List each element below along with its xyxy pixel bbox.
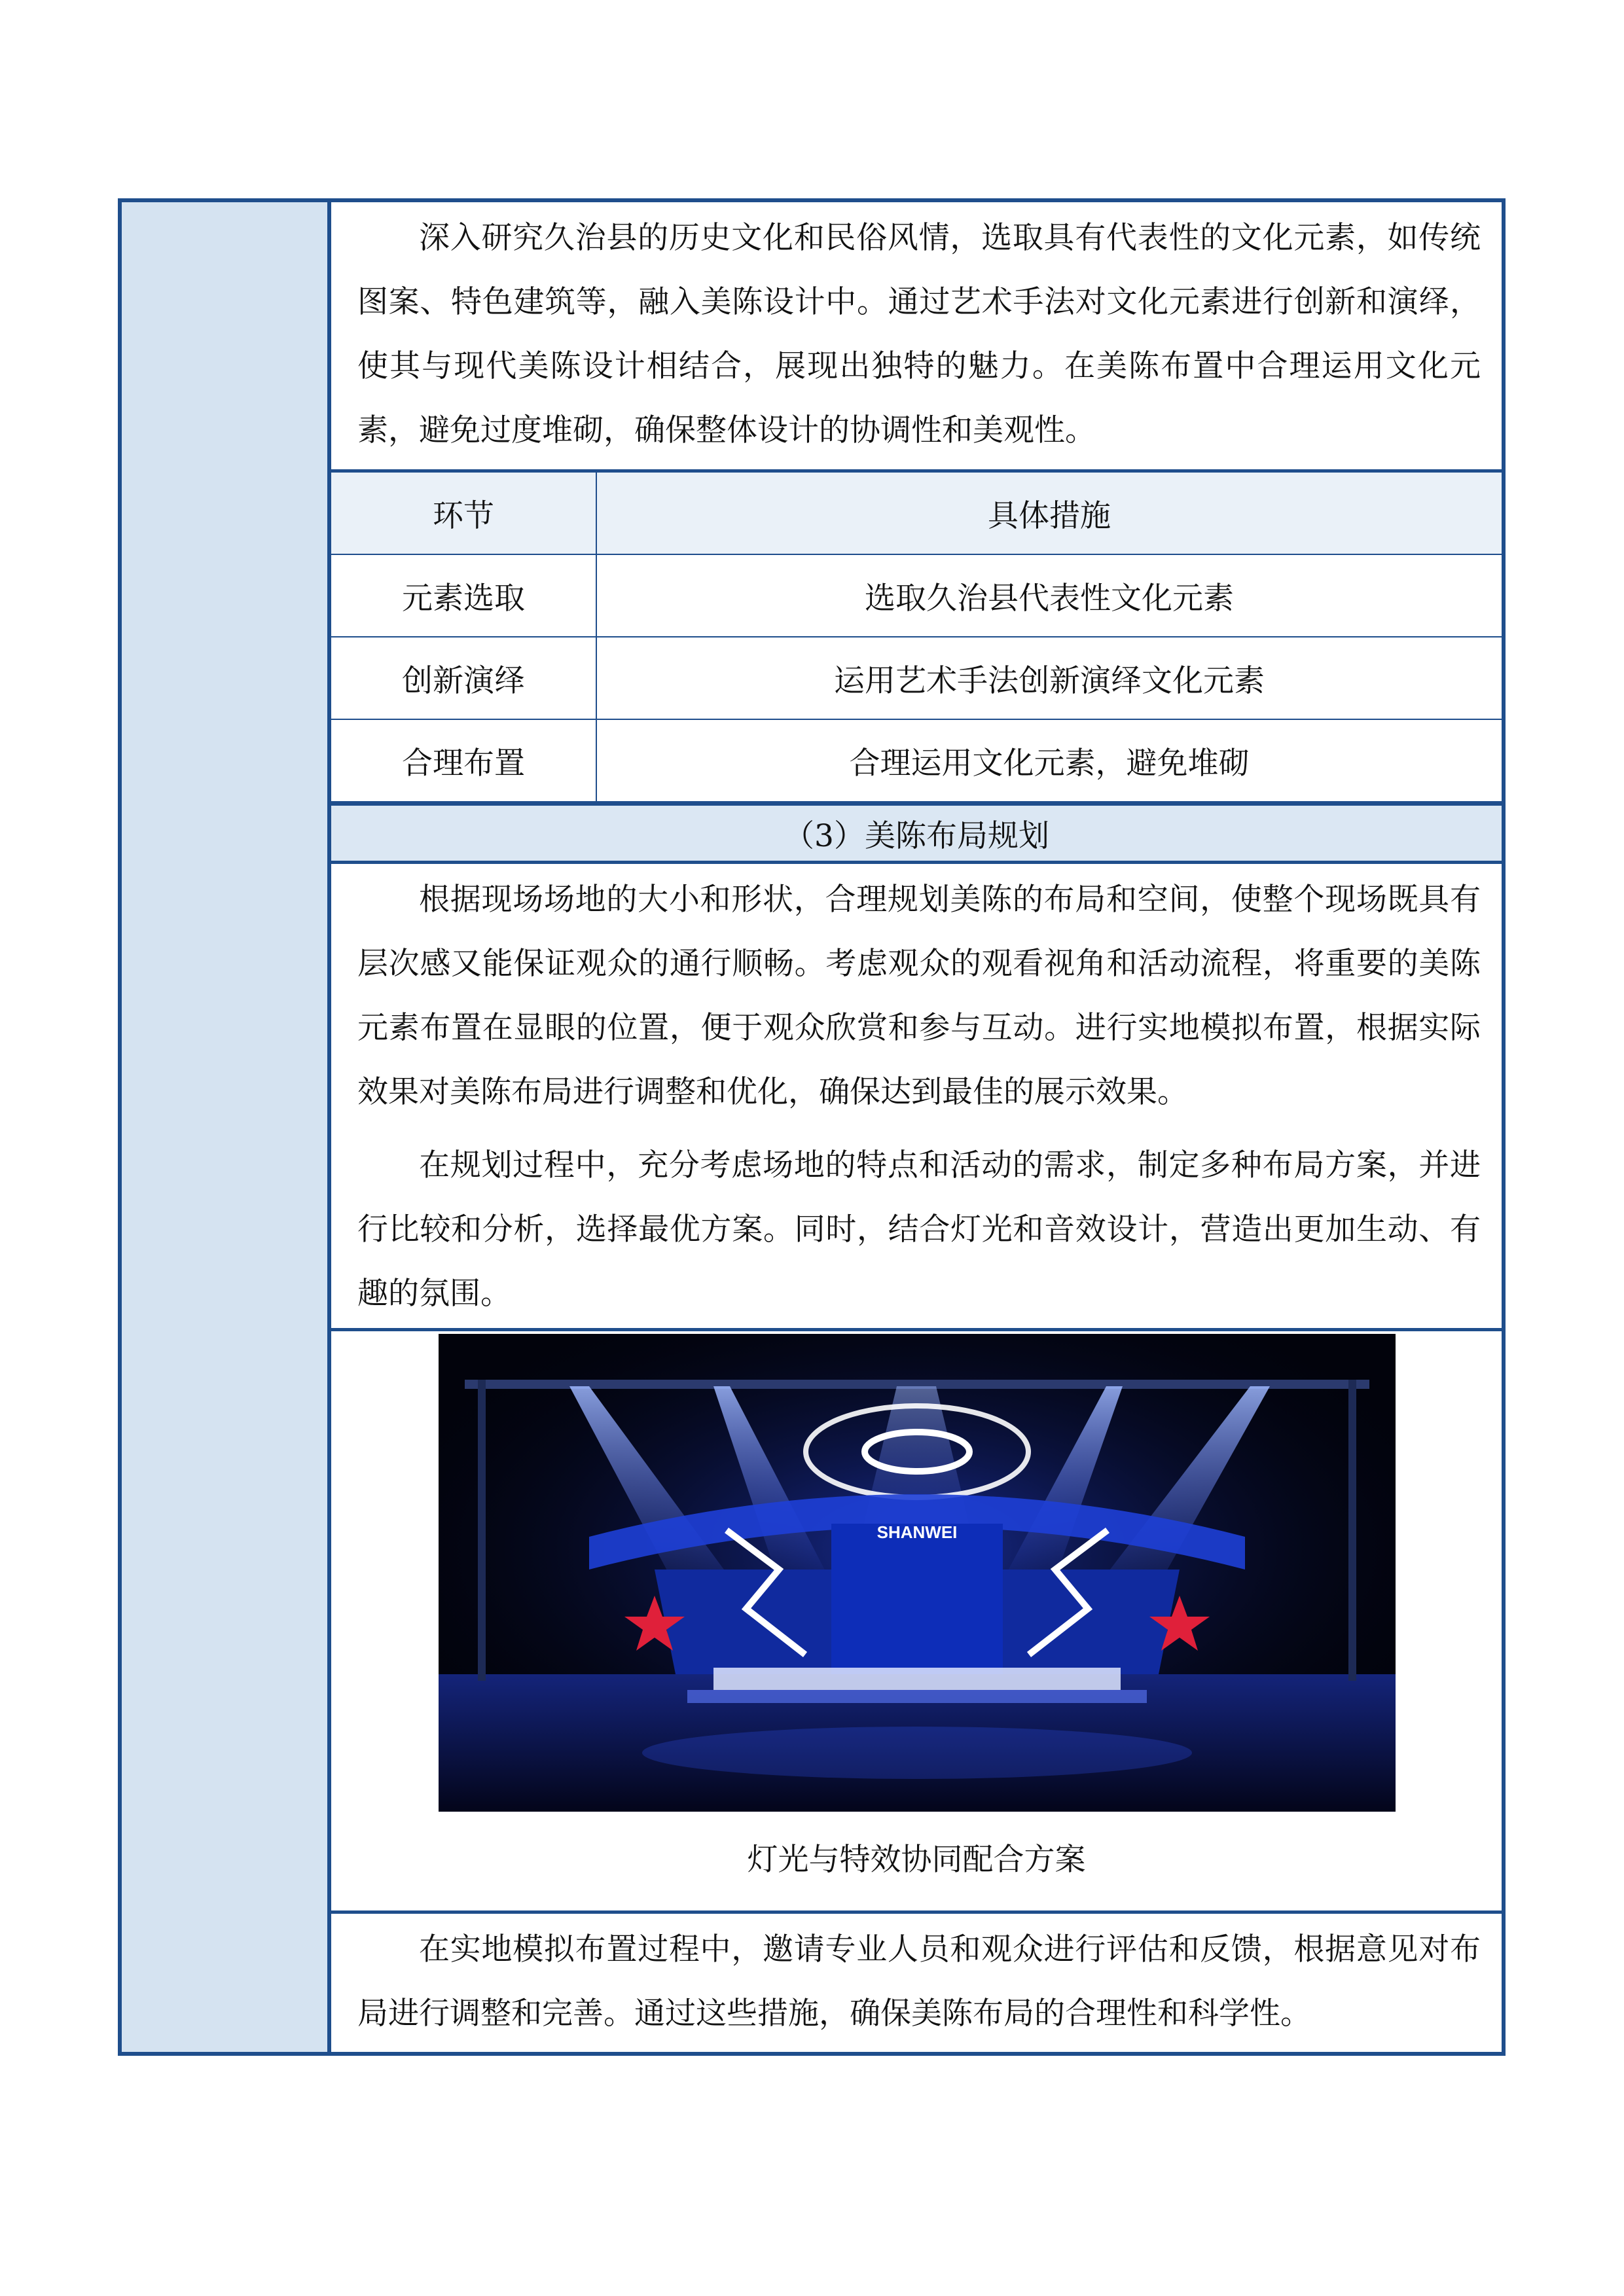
table-header-row xyxy=(331,473,1502,554)
table-cell-measure: 选取久治县代表性文化元素 xyxy=(596,554,1502,637)
table-row xyxy=(331,637,1502,719)
table-header-stage: 环节 xyxy=(331,473,596,554)
table-cell-stage: 元素选取 xyxy=(331,554,596,637)
stage-logo-text: SHANWEI xyxy=(876,1522,958,1542)
stage-render-image xyxy=(439,1334,1396,1812)
intro-paragraph: 深入研究久治县的历史文化和民俗风情，选取具有代表性的文化元素，如传统图案、特色建筑等，融入美陈设计中。通过艺术手法对文化元素进行创新和演绎，使其与现代美陈设计相结合，展现出独特的魅力。在美陈布置中合理运用文化元素，避免过度堆砌，确保整体设计的协调性和美观性。 xyxy=(357,220,1481,448)
intro-section xyxy=(331,202,1502,473)
closing-section xyxy=(331,1914,1502,2046)
left-label-column xyxy=(122,202,331,2052)
table-cell-stage: 创新演绎 xyxy=(331,637,596,719)
table-cell-measure: 运用艺术手法创新演绎文化元素 xyxy=(596,637,1502,719)
layout-section xyxy=(331,864,1502,1331)
table-row xyxy=(331,719,1502,802)
stage-illustration xyxy=(439,1334,1396,1812)
measures-table xyxy=(331,473,1502,802)
closing-paragraph: 在实地模拟布置过程中，邀请专业人员和观众进行评估和反馈，根据意见对布局进行调整和完善。通过这些措施，确保美陈布局的合理性和科学性。 xyxy=(357,1931,1481,2032)
figure-section xyxy=(331,1331,1502,1914)
layout-paragraph-2: 在规划过程中，充分考虑场地的特点和活动的需求，制定多种布局方案，并进行比较和分析，选择最优方案。同时，结合灯光和音效设计，营造出更加生动、有趣的氛围。 xyxy=(357,1147,1481,1312)
figure-caption: 灯光与特效协同配合方案 xyxy=(747,1842,1086,1878)
section-title: （3）美陈布局规划 xyxy=(331,802,1502,864)
content-column xyxy=(331,202,1502,2052)
table-row xyxy=(331,554,1502,637)
layout-paragraph-1: 根据现场场地的大小和形状，合理规划美陈的布局和空间，使整个现场既具有层次感又能保证观众的通行顺畅。考虑观众的观看视角和活动流程，将重要的美陈元素布置在显眼的位置，便于观众欣赏和参与互动。进行实地模拟布置，根据实际效果对美陈布局进行调整和优化，确保达到最佳的展示效果。 xyxy=(357,882,1481,1110)
content-frame xyxy=(118,198,1506,2056)
table-cell-stage: 合理布置 xyxy=(331,719,596,802)
table-cell-measure: 合理运用文化元素，避免堆砌 xyxy=(596,719,1502,802)
table-header-measure: 具体措施 xyxy=(596,473,1502,554)
